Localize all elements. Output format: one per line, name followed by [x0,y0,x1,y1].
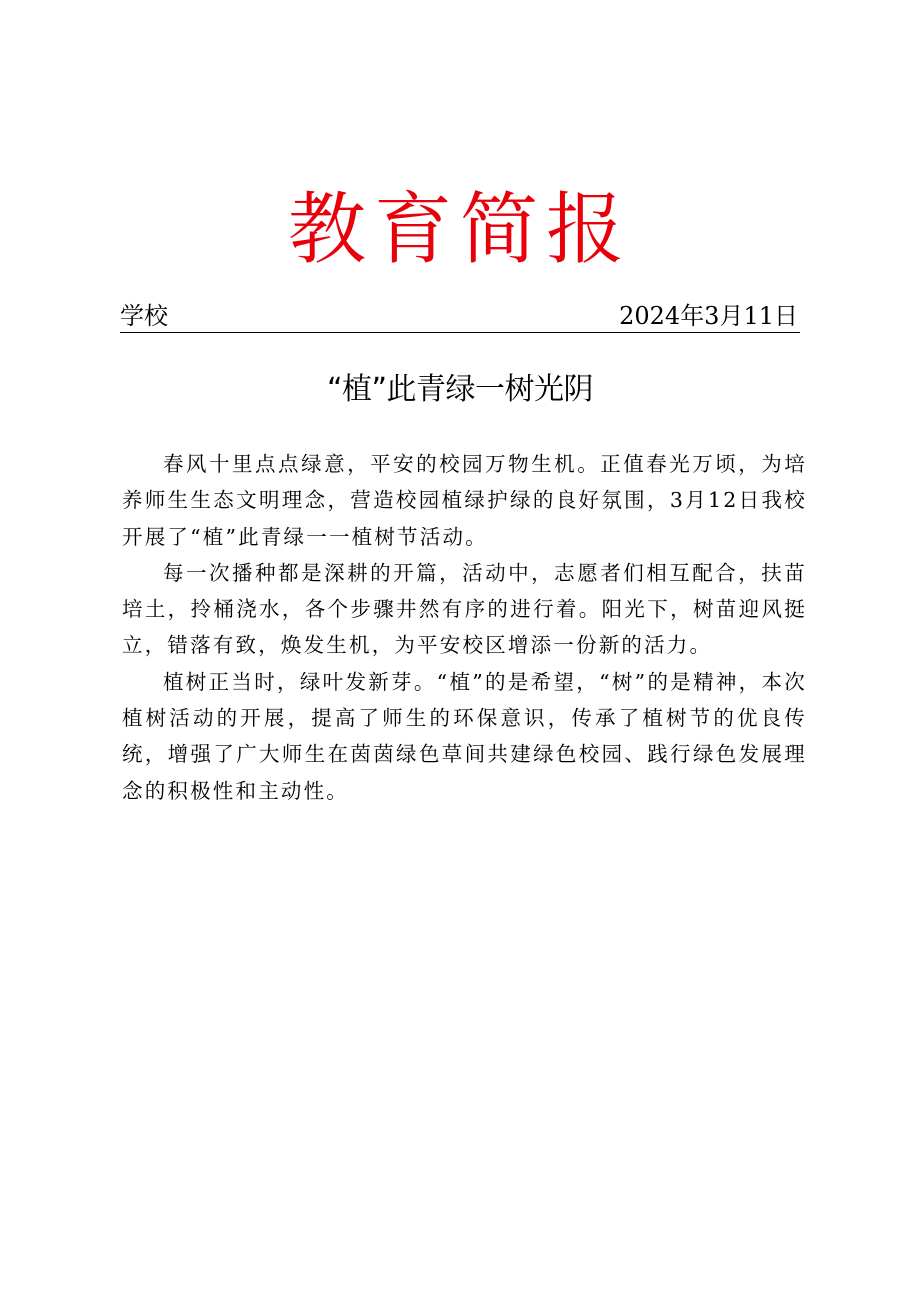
school-label: 学校 [120,302,168,330]
issue-date: 2024年3月11日 [619,302,798,330]
article-paragraph: 每一次播种都是深耕的开篇，活动中，志愿者们相互配合，扶苗培土，拎桶浇水，各个步骤井然有序的进行着。阳光下，树苗迎风挺立，错落有致，焕发生机，为平安校区增添一份新的活力。 [122,560,807,658]
masthead-title: 教育简报 [287,185,632,275]
article-paragraph: 植树正当时，绿叶发新芽。“植”的是希望，“树”的是精神，本次植树活动的开展，提高了师生的环保意识，传承了植树节的优良传统，增强了广大师生在茵茵绿色草间共建绿色校园、践行绿色发展理念的积极性和主动性。 [122,669,807,803]
article-headline: “植”此青绿一树光阴 [326,372,594,407]
meta-line [120,300,800,333]
article-paragraph: 春风十里点点绿意，平安的校园万物生机。正值春光万顷，为培养师生生态文明理念，营造校园植绿护绿的良好氛围，3月12日我校开展了“植”此青绿一一植树节活动。 [122,452,807,549]
article-body [122,446,807,809]
